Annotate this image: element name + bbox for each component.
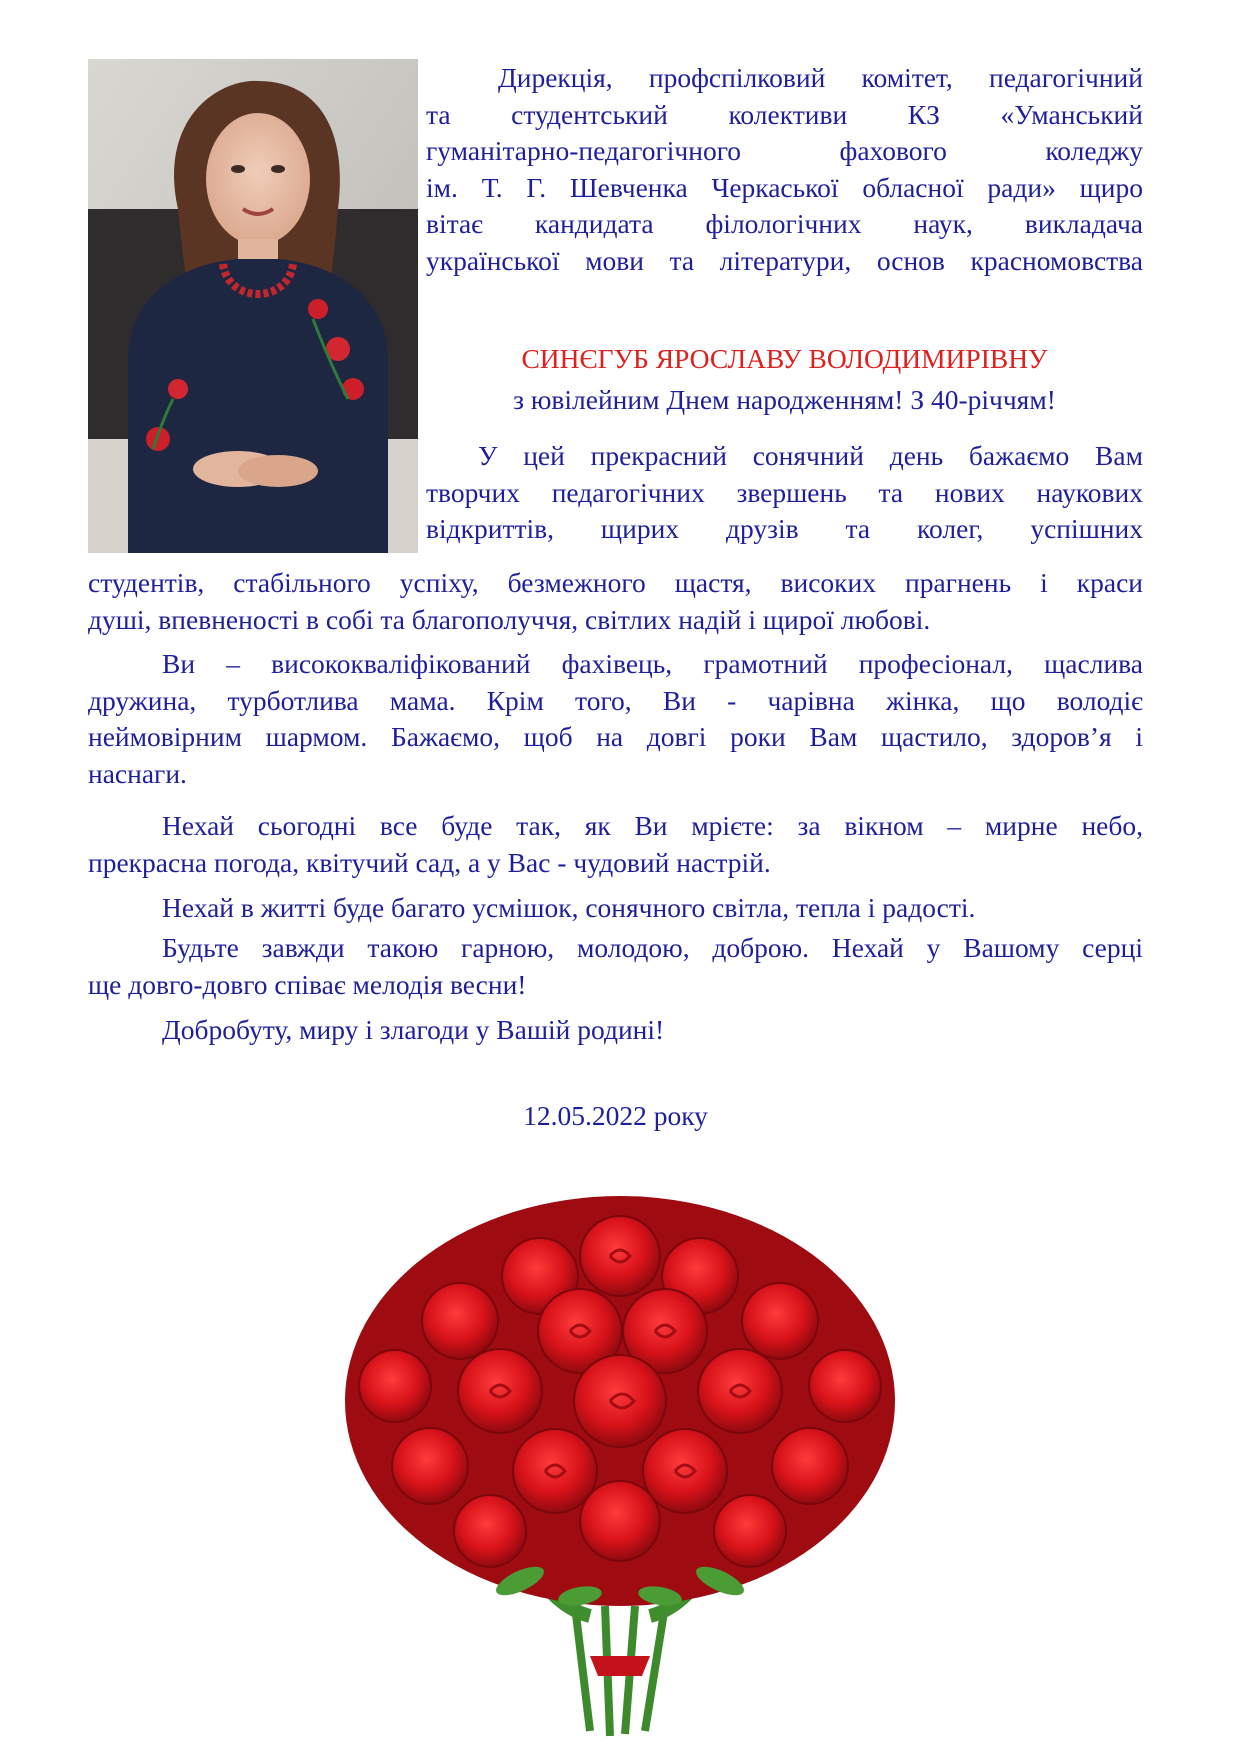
paragraph-4 — [88, 890, 1143, 927]
body-line: наснаги. — [88, 757, 187, 789]
body-line: неймовірним шармом. Бажаємо, щоб на довгі роки Вам щастило, здоров’я і — [88, 721, 1143, 752]
occasion-line: з ювілейним Днем народженням! З 40-річчям! — [513, 384, 1056, 415]
intro-line: вітає кандидата філологічних наук, викладача — [426, 208, 1143, 239]
paragraph-5 — [88, 930, 1143, 1003]
intro-line: гуманітарно-педагогічного фахового коледжу — [426, 135, 1143, 166]
body-line: творчих педагогічних звершень та нових наукових — [426, 476, 1143, 508]
body-line: Нехай сьогодні все буде так, як Ви мрієте: за вікном – мирне небо, — [162, 810, 1143, 841]
honoree-name: СИНЄГУБ ЯРОСЛАВУ ВОЛОДИМИРІВНУ — [521, 343, 1048, 374]
body-line: Будьте завжди такою гарною, молодою, доброю. Нехай у Вашому серці — [162, 932, 1143, 963]
body-line: студентів, стабільного успіху, безмежного щастя, високих прагнень і краси — [88, 567, 1143, 598]
body-line: Добробуту, миру і злагоди у Вашій родині! — [162, 1014, 665, 1045]
body-line: прекрасна погода, квітучий сад, а у Вас - чудовий настрій. — [88, 846, 771, 878]
intro-line: Дирекція, профспілковий комітет, педагогічний — [498, 62, 1143, 93]
rose-bouquet — [320, 1186, 920, 1746]
intro-line: української мови та літератури, основ красномовства — [426, 244, 1143, 276]
body-line: дружина, турботлива мама. Крім того, Ви - чарівна жінка, що володіє — [88, 684, 1143, 716]
intro-paragraph — [426, 60, 1143, 279]
wish-paragraph-narrow — [426, 438, 1143, 548]
body-line: ще довго-довго співає мелодія весни! — [88, 968, 527, 1000]
paragraph-2 — [88, 646, 1143, 792]
body-line: Ви – висококваліфікований фахівець, грамотний професіонал, щаслива — [162, 648, 1143, 679]
portrait-photo — [88, 59, 418, 553]
body-line: відкриттів, щирих друзів та колег, успішних — [426, 513, 1143, 544]
paragraph-6 — [88, 1012, 1143, 1049]
body-line: душі, впевненості в собі та благополуччя, світлих надій і щирої любові. — [88, 603, 931, 635]
body-line: У цей прекрасний сонячний день бажаємо Вам — [478, 440, 1143, 471]
date-line: 12.05.2022 року — [523, 1100, 708, 1131]
portrait-icon — [88, 59, 418, 553]
intro-line: ім. Т. Г. Шевченка Черкаської обласної ради» щиро — [426, 171, 1143, 203]
body-line: Нехай в житті буде багато усмішок, сонячного світла, тепла і радості. — [162, 892, 976, 923]
intro-line: та студентський колективи КЗ «Уманський — [426, 98, 1143, 130]
paragraph-3 — [88, 808, 1143, 881]
wish-paragraph-wide — [88, 565, 1143, 638]
rose-bouquet-icon — [320, 1186, 920, 1746]
